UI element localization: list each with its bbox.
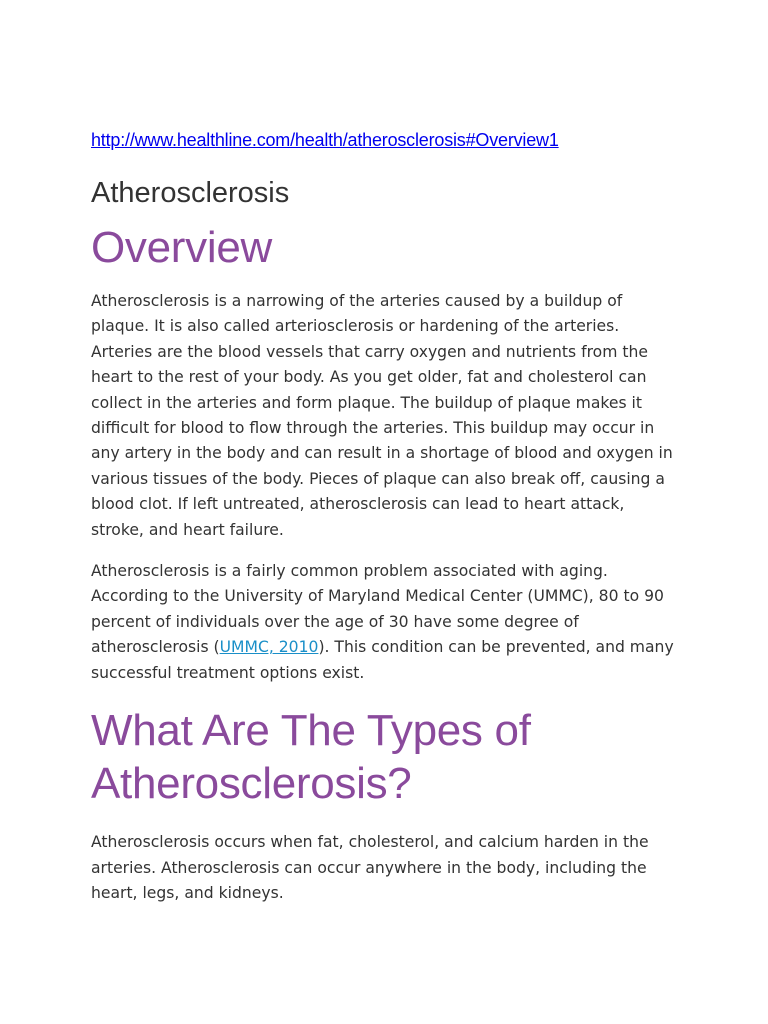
ummc-citation-link[interactable]: UMMC, 2010: [219, 638, 319, 657]
overview-paragraph-1: Atherosclerosis is a narrowing of the arteries caused by a buildup of plaque. It is also called arteriosclerosis or hardening of the arteries. Arteries are the blood vessels that carry oxygen and nutrients from the heart to the rest of your body. As you get older, fat and cholesterol can collect in the arteries and form plaque. The buildup of plaque makes it difficult for blood to flow through the arteries. This buildup may occur in any artery in the body and can result in a shortage of blood and oxygen in various tissues of the body. Pieces of plaque can also break off, causing a blood clot. If left untreated, atherosclerosis can lead to heart attack, stroke, and heart failure.: [91, 292, 673, 539]
types-paragraph-1: Atherosclerosis occurs when fat, cholesterol, and calcium harden in the arteries. Atherosclerosis can occur anywhere in the body, including the heart, legs, and kidneys.: [91, 833, 649, 902]
overview-heading: Overview: [91, 223, 272, 272]
document-content: [91, 127, 681, 906]
types-heading: What Are The Types of Atherosclerosis?: [91, 706, 531, 809]
document-title: Atherosclerosis: [91, 177, 290, 209]
overview-paragraph-2-text-before: Atherosclerosis is a fairly common problem associated with aging. According to the University of Maryland Medical Center (UMMC), 80 to 90 percent of individuals over the age of 30 have some degree of atherosclerosis (: [91, 562, 664, 657]
overview-paragraph-2-text-after: ). This condition can be prevented, and many successful treatment options exist.: [91, 638, 674, 682]
overview-paragraph-2: [91, 559, 681, 686]
source-url-link[interactable]: http://www.healthline.com/health/atherosclerosis#Overview1: [91, 130, 559, 150]
